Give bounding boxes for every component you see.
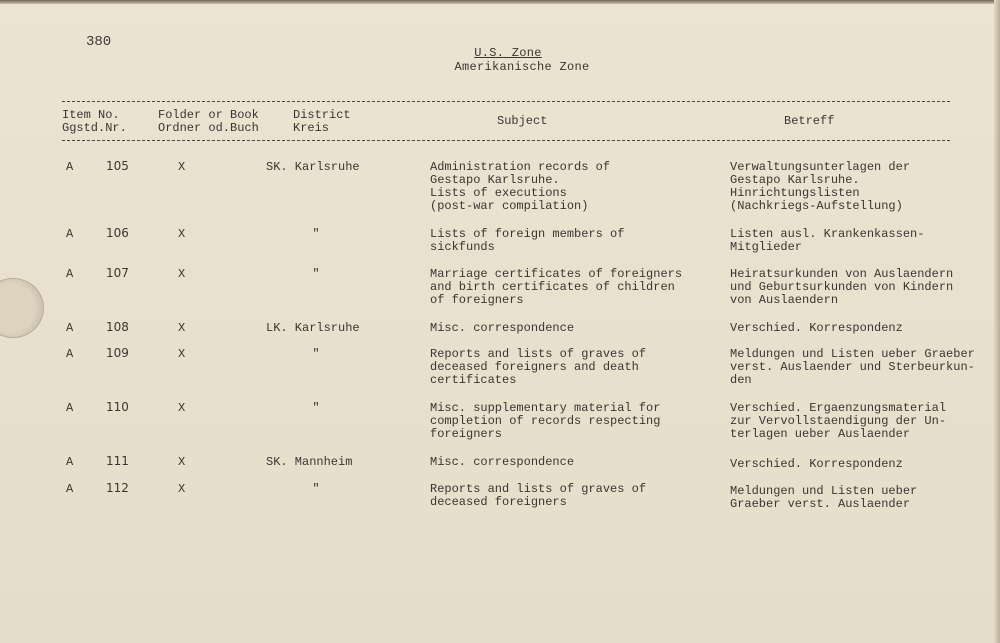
district-cell: " [312,482,320,496]
folder-cell: X [178,227,186,241]
folder-cell: X [178,347,186,361]
betreff-cell: Verschied. Korrespondenz [730,457,903,471]
item-cell: A [66,267,74,281]
item-cell: A [66,227,74,241]
district-cell: " [312,347,320,361]
folder-cell: X [178,401,186,415]
header-rule-top [62,101,950,102]
header-district: District Kreis [293,108,351,135]
betreff-cell: Verschied. Korrespondenz [730,321,903,335]
folder-cell: X [178,160,186,174]
betreff-cell: Heiratsurkunden von Auslaendern und Geburtsurkunden von Kindern von Auslaendern [730,267,954,307]
subject-cell: Marriage certificates of foreigners and birth certificates of children of foreigners [430,267,683,307]
page-top-edge [0,0,1000,4]
page-number: 380 [86,34,112,50]
betreff-cell: Verschied. Ergaenzungsmaterial zur Vervollstaendigung der Un- terlagen ueber Auslaender [730,401,947,441]
page-right-edge [994,0,1000,643]
number-cell: 110 [106,400,129,414]
page-title: U.S. Zone [474,46,542,60]
number-cell: 107 [106,266,129,280]
folder-cell: X [178,455,186,469]
header-item-no: Item No. Ggstd.Nr. [62,108,127,135]
header-rule-bottom [62,140,950,141]
district-cell: " [312,227,320,241]
district-cell: SK. Mannheim [266,455,353,469]
district-cell: SK. Karlsruhe [266,160,360,174]
binder-tab [0,278,44,338]
number-cell: 109 [106,346,129,360]
betreff-cell: Meldungen und Listen ueber Graeber verst. Auslaender und Sterbeurkun- den [730,347,975,387]
number-cell: 108 [106,320,129,334]
header-folder: Folder or Book Ordner od.Buch [158,108,259,135]
header-betreff: Betreff [784,114,835,128]
item-cell: A [66,347,74,361]
subject-cell: Misc. supplementary material for completion of records respecting foreigners [430,401,661,441]
district-cell: " [312,267,320,281]
number-cell: 112 [106,481,129,495]
betreff-cell: Meldungen und Listen ueber Graeber verst. Auslaender [730,484,918,511]
subject-cell: Misc. correspondence [430,321,575,335]
subject-cell: Reports and lists of graves of deceased foreigners [430,482,647,509]
folder-cell: X [178,482,186,496]
betreff-cell: Verwaltungsunterlagen der Gestapo Karlsruhe. Hinrichtungslisten (Nachkriegs-Aufstellung) [730,160,911,213]
page-subtitle: Amerikanische Zone [454,60,590,74]
subject-cell: Misc. correspondence [430,455,575,469]
number-cell: 105 [106,159,129,173]
subject-cell: Lists of foreign members of sickfunds [430,227,625,254]
district-cell: LK. Karlsruhe [266,321,360,335]
district-cell: " [312,401,320,415]
folder-cell: X [178,321,186,335]
betreff-cell: Listen ausl. Krankenkassen- Mitglieder [730,227,925,254]
item-cell: A [66,160,74,174]
item-cell: A [66,321,74,335]
subject-cell: Reports and lists of graves of deceased foreigners and death certificates [430,347,647,387]
header-subject: Subject [497,114,548,128]
subject-cell: Administration records of Gestapo Karlsruhe. Lists of executions (post-war compilation) [430,160,611,213]
number-cell: 111 [106,454,129,468]
folder-cell: X [178,267,186,281]
number-cell: 106 [106,226,129,240]
item-cell: A [66,401,74,415]
item-cell: A [66,482,74,496]
item-cell: A [66,455,74,469]
